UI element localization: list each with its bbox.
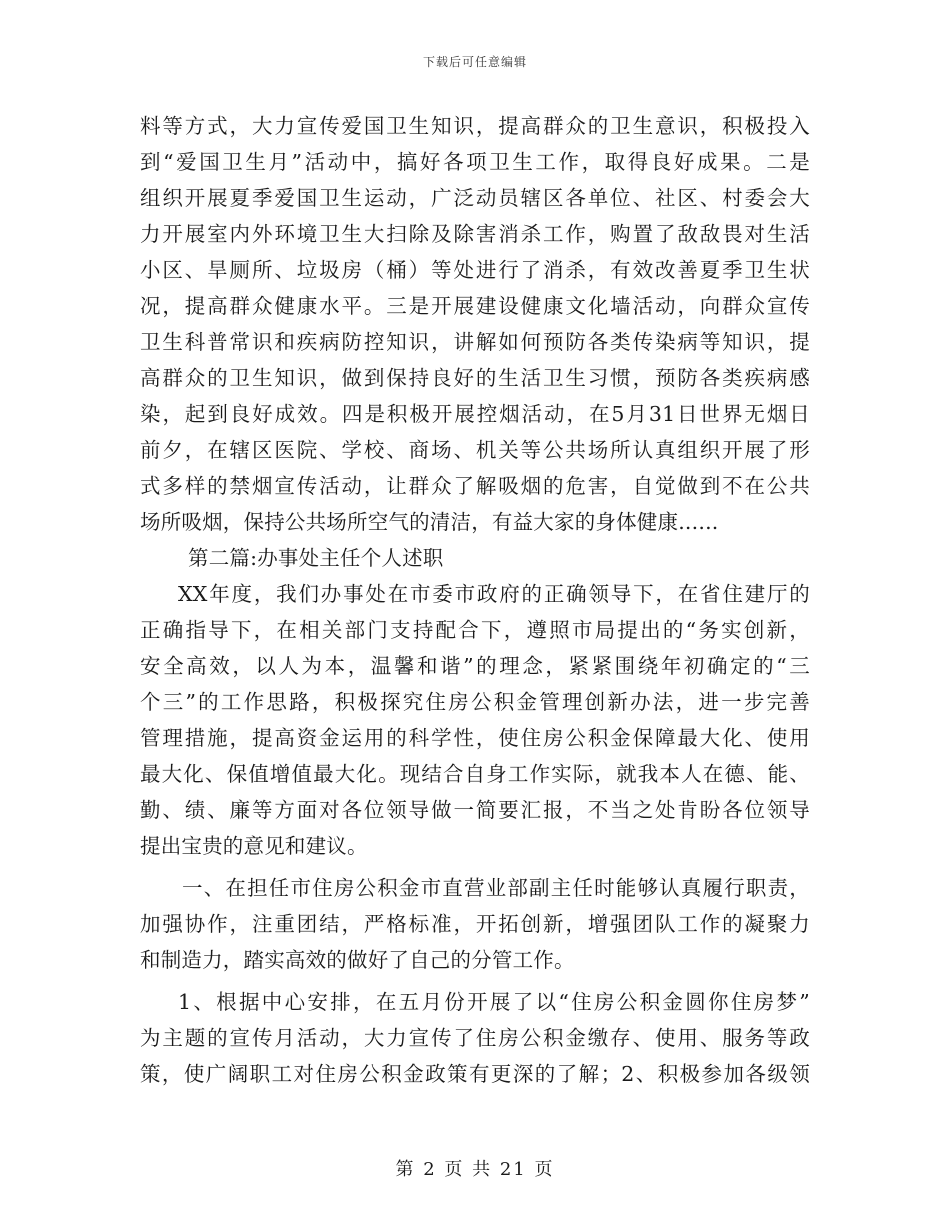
- text-line: 最大化、保值增值最大化。现结合自身工作实际，就我本人在德、能、: [140, 762, 810, 786]
- text-line: 卫生科普常识和疾病防控知识，讲解如何预防各类传染病等知识，提: [140, 330, 810, 354]
- text-line: 料等方式，大力宣传爱国卫生知识，提高群众的卫生意识，积极投入: [140, 114, 810, 138]
- text-line: 力开展室内外环境卫生大扫除及除害消杀工作，购置了敌敌畏对生活: [140, 222, 810, 246]
- text-line: 高群众的卫生知识，做到保持良好的生活卫生习惯，预防各类疾病感: [140, 366, 810, 390]
- text-line: 个三”的工作思路，积极探究住房公积金管理创新办法，进一步完善: [140, 690, 810, 714]
- body-text: [140, 108, 810, 1092]
- text-line: 勤、绩、廉等方面对各位领导做一简要汇报，不当之处肯盼各位领导: [140, 798, 810, 822]
- text-line: 一、在担任市住房公积金市直营业部副主任时能够认真履行职责，: [182, 876, 810, 900]
- text-line: 组织开展夏季爱国卫生运动，广泛动员辖区各单位、社区、村委会大: [140, 186, 810, 210]
- text-line: 染，起到良好成效。四是积极开展控烟活动，在5月31日世界无烟日: [140, 402, 810, 426]
- text-line: 前夕，在辖区医院、学校、商场、机关等公共场所认真组织开展了形: [140, 438, 810, 462]
- text-line: 策，使广阔职工对住房公积金政策有更深的了解；2、积极参加各级领: [140, 1062, 810, 1086]
- text-line: 小区、旱厕所、垃圾房（桶）等处进行了消杀，有效改善夏季卫生状: [140, 258, 810, 282]
- text-line: 正确指导下，在相关部门支持配合下，遵照市局提出的“务实创新，: [140, 618, 810, 642]
- page-number: 第 2 页 共 21 页: [395, 1159, 555, 1180]
- text-line: 场所吸烟，保持公共场所空气的清洁，有益大家的身体健康......: [140, 510, 719, 534]
- text-line: XX年度，我们办事处在市委市政府的正确领导下，在省住建厅的: [178, 582, 810, 606]
- section-title: 第二篇:办事处主任个人述职: [188, 546, 444, 570]
- text-line: 况，提高群众健康水平。三是开展建设健康文化墙活动，向群众宣传: [140, 294, 810, 318]
- text-line: 为主题的宣传月活动，大力宣传了住房公积金缴存、使用、服务等政: [140, 1026, 810, 1050]
- header-note: 下载后可任意编辑: [422, 55, 527, 69]
- text-line: 式多样的禁烟宣传活动，让群众了解吸烟的危害，自觉做到不在公共: [140, 474, 810, 498]
- text-line: 加强协作，注重团结，严格标准，开拓创新，增强团队工作的凝聚力: [140, 912, 810, 936]
- text-line: 1、根据中心安排，在五月份开展了以“住房公积金圆你住房梦”: [178, 990, 810, 1014]
- text-line: 安全高效，以人为本，温馨和谐”的理念，紧紧围绕年初确定的“三: [140, 654, 810, 678]
- text-line: 到“爱国卫生月”活动中，搞好各项卫生工作，取得良好成果。二是: [140, 150, 810, 174]
- text-line: 管理措施，提高资金运用的科学性，使住房公积金保障最大化、使用: [140, 726, 810, 750]
- text-line: 提出宝贵的意见和建议。: [140, 834, 368, 858]
- text-line: 和制造力，踏实高效的做好了自己的分管工作。: [140, 948, 575, 972]
